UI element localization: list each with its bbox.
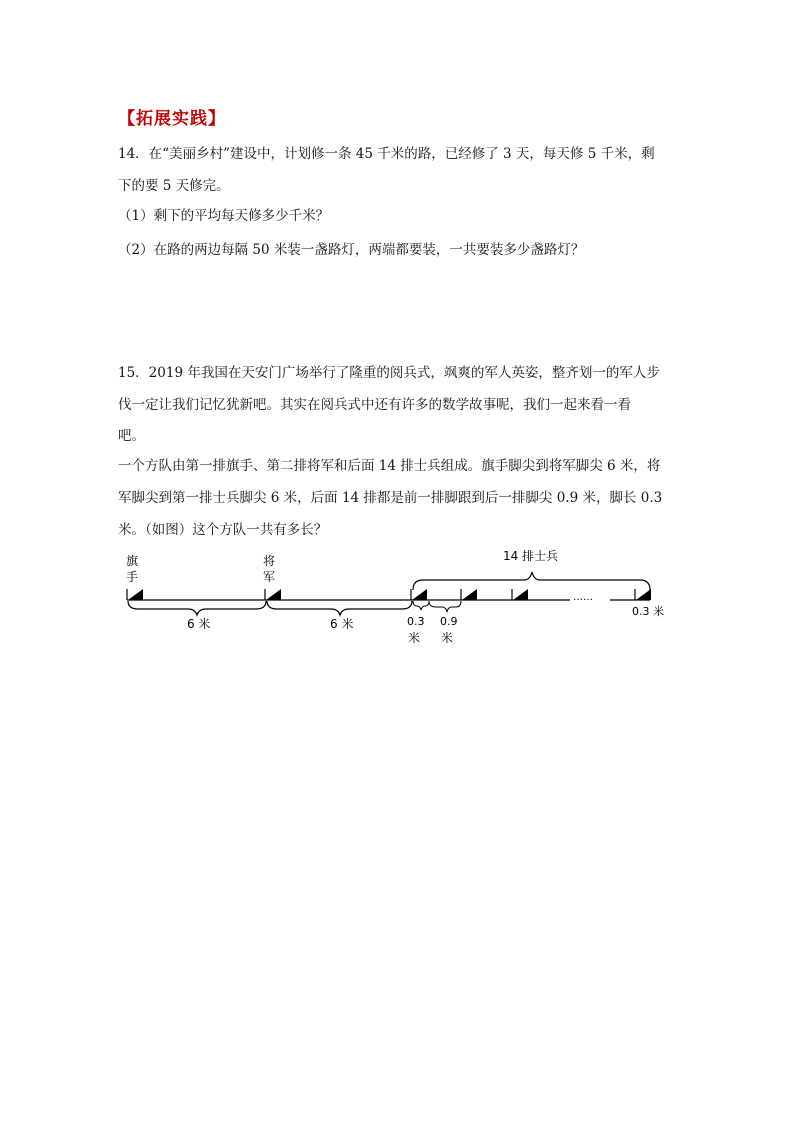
q15-line-1: 15．2019 年我国在天安门广场举行了隆重的阅兵式，飒爽的军人英姿，整齐划一的军人步 [118, 365, 660, 381]
foot-soldier-3 [513, 589, 528, 600]
foot-soldier-last [636, 589, 651, 600]
label-general-2: 军 [263, 570, 276, 584]
q14-sub-1: （1）剩下的平均每天修多少千米？ [118, 208, 330, 224]
label-ellipsis: …… [573, 592, 593, 603]
label-flag-bearer-2: 手 [126, 570, 139, 584]
q15-line-5: 军脚尖到第一排士兵脚尖 6 米，后面 14 排都是前一排脚跟到后一排脚尖 0.9 米，脚长 0.3 [118, 490, 663, 506]
label-foot-num: 0.3 [407, 615, 425, 628]
label-foot-unit: 米 [408, 631, 421, 645]
q14-sub-2: （2）在路的两边每隔 50 米装一盏路灯，两端都要装，一共要装多少盏路灯？ [118, 242, 585, 258]
foot-general [266, 589, 281, 600]
brace-dist-1 [128, 601, 266, 615]
label-dist-2: 6 米 [330, 617, 354, 631]
section-title: 【拓展实践】 [118, 109, 226, 129]
q15-line-3: 吧。 [118, 428, 145, 444]
label-general-1: 将 [263, 554, 276, 568]
brace-dist-2 [267, 601, 412, 615]
label-soldiers: 14 排士兵 [503, 549, 559, 563]
q15-line-6: 米。（如图）这个方队一共有多长？ [118, 522, 328, 538]
brace-soldiers [413, 572, 650, 590]
label-gap-num: 0.9 [440, 615, 458, 628]
q15-line-4: 一个方队由第一排旗手、第二排将军和后面 14 排士兵组成。旗手脚尖到将军脚尖 6 米，将 [118, 458, 661, 474]
label-end-foot: 0.3 米 [632, 605, 664, 618]
foot-flag-bearer [128, 589, 143, 600]
label-dist-1: 6 米 [187, 617, 211, 631]
brace-gap [429, 601, 461, 612]
q15-line-2: 伐一定让我们记忆犹新吧。其实在阅兵式中还有许多的数学故事呢，我们一起来看一看 [118, 397, 631, 413]
label-gap-unit: 米 [441, 631, 454, 645]
q14-line-1: 14．在“美丽乡村”建设中，计划修一条 45 千米的路，已经修了 3 天，每天修 5 千米，剩 [118, 146, 655, 162]
foot-soldier-1 [412, 589, 427, 600]
q14-line-2: 下的要 5 天修完。 [118, 178, 230, 194]
label-flag-bearer-1: 旗 [126, 554, 139, 568]
brace-foot [413, 601, 429, 610]
foot-soldier-2 [462, 589, 477, 600]
formation-diagram [110, 543, 680, 653]
